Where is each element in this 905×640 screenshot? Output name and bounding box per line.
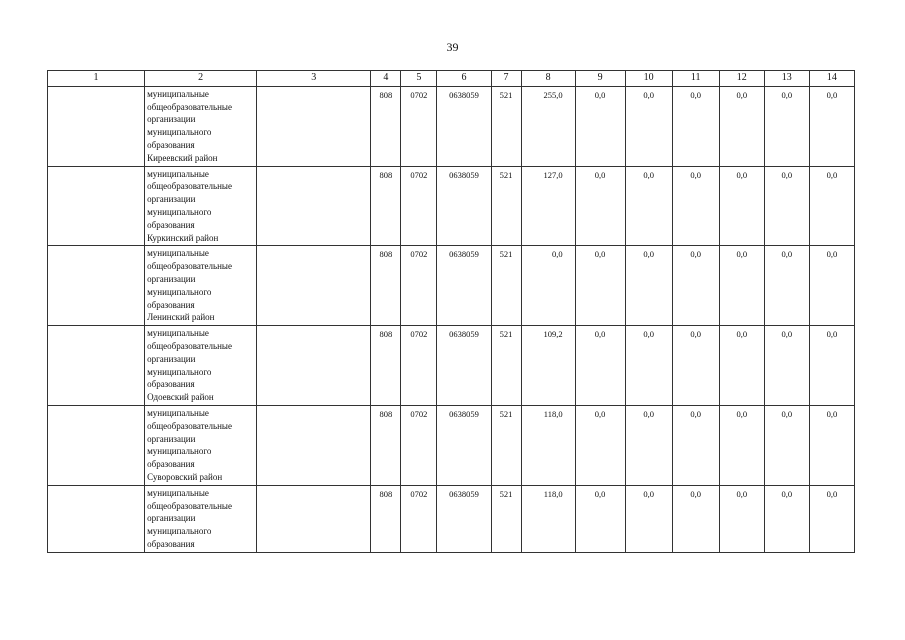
- ministry-code-cell: 808: [371, 485, 401, 552]
- recipient-name-cell: [145, 166, 257, 246]
- value-cell-c9: 0,0: [575, 405, 625, 485]
- table-row: [48, 326, 855, 406]
- recipient-name-line: общеобразовательные: [147, 420, 232, 431]
- recipient-name-cell: [145, 326, 257, 406]
- expense-type-cell: 521: [491, 166, 521, 246]
- ministry-code-cell: 808: [371, 86, 401, 166]
- recipient-name-line: образования: [147, 379, 195, 390]
- recipient-name-line: Куркинский район: [147, 232, 219, 243]
- recipient-name-line: организации: [147, 273, 196, 284]
- page-number: 39: [446, 40, 459, 54]
- recipient-name-line: общеобразовательные: [147, 340, 232, 351]
- section-code-cell: 0702: [401, 326, 437, 406]
- value-cell-c14: 0,0: [809, 86, 854, 166]
- recipient-name-cell: [145, 485, 257, 552]
- amount-cell: 118,0: [521, 405, 575, 485]
- recipient-name-line: общеобразовательные: [147, 101, 232, 112]
- target-article-cell: 0638059: [437, 166, 491, 246]
- recipient-name-line: муниципального: [147, 286, 212, 297]
- amount-cell: 255,0: [521, 86, 575, 166]
- expense-type-cell: 521: [491, 405, 521, 485]
- recipient-name-line: муниципальные: [147, 487, 209, 498]
- cell-col3: [257, 166, 371, 246]
- column-header: 1: [48, 71, 145, 87]
- recipient-name-cell: [145, 405, 257, 485]
- value-cell-c12: 0,0: [719, 485, 764, 552]
- value-cell-c12: 0,0: [719, 86, 764, 166]
- value-cell-c9: 0,0: [575, 86, 625, 166]
- value-cell-c9: 0,0: [575, 246, 625, 326]
- recipient-name-line: общеобразовательные: [147, 500, 232, 511]
- table-row: [48, 246, 855, 326]
- column-header: 6: [437, 71, 491, 87]
- column-header: 5: [401, 71, 437, 87]
- section-code-cell: 0702: [401, 246, 437, 326]
- recipient-name-line: образования: [147, 459, 195, 470]
- value-cell-c12: 0,0: [719, 326, 764, 406]
- value-cell-c9: 0,0: [575, 485, 625, 552]
- recipient-name-line: организации: [147, 194, 196, 205]
- column-header: 4: [371, 71, 401, 87]
- value-cell-c11: 0,0: [672, 86, 719, 166]
- value-cell-c10: 0,0: [625, 485, 672, 552]
- value-cell-c14: 0,0: [809, 485, 854, 552]
- cell-col1: [48, 485, 145, 552]
- value-cell-c10: 0,0: [625, 166, 672, 246]
- recipient-name-line: образования: [147, 538, 195, 549]
- value-cell-c12: 0,0: [719, 246, 764, 326]
- expense-type-cell: 521: [491, 246, 521, 326]
- value-cell-c13: 0,0: [764, 326, 809, 406]
- target-article-cell: 0638059: [437, 326, 491, 406]
- column-header: 2: [145, 71, 257, 87]
- recipient-name-line: муниципального: [147, 127, 212, 138]
- ministry-code-cell: 808: [371, 326, 401, 406]
- recipient-name-line: Одоевский район: [147, 392, 214, 403]
- recipient-name-line: организации: [147, 513, 196, 524]
- amount-cell: 127,0: [521, 166, 575, 246]
- value-cell-c11: 0,0: [672, 246, 719, 326]
- recipient-name-line: муниципального: [147, 206, 212, 217]
- value-cell-c10: 0,0: [625, 86, 672, 166]
- column-header: 8: [521, 71, 575, 87]
- recipient-name-line: муниципальные: [147, 328, 209, 339]
- recipient-name-line: муниципального: [147, 366, 212, 377]
- recipient-name-line: муниципальные: [147, 248, 209, 259]
- value-cell-c9: 0,0: [575, 326, 625, 406]
- recipient-name-line: муниципальные: [147, 407, 209, 418]
- value-cell-c10: 0,0: [625, 246, 672, 326]
- value-cell-c13: 0,0: [764, 405, 809, 485]
- value-cell-c11: 0,0: [672, 326, 719, 406]
- column-header: 9: [575, 71, 625, 87]
- target-article-cell: 0638059: [437, 405, 491, 485]
- cell-col1: [48, 166, 145, 246]
- column-header: 13: [764, 71, 809, 87]
- value-cell-c11: 0,0: [672, 166, 719, 246]
- recipient-name-line: общеобразовательные: [147, 261, 232, 272]
- table-body: [48, 86, 855, 552]
- value-cell-c12: 0,0: [719, 405, 764, 485]
- value-cell-c11: 0,0: [672, 485, 719, 552]
- cell-col3: [257, 485, 371, 552]
- cell-col1: [48, 405, 145, 485]
- recipient-name-cell: [145, 86, 257, 166]
- value-cell-c14: 0,0: [809, 246, 854, 326]
- recipient-name-line: муниципальные: [147, 88, 209, 99]
- column-header: 14: [809, 71, 854, 87]
- value-cell-c13: 0,0: [764, 166, 809, 246]
- cell-col1: [48, 326, 145, 406]
- value-cell-c10: 0,0: [625, 405, 672, 485]
- value-cell-c14: 0,0: [809, 166, 854, 246]
- recipient-name-line: муниципальные: [147, 168, 209, 179]
- expense-type-cell: 521: [491, 485, 521, 552]
- value-cell-c13: 0,0: [764, 246, 809, 326]
- cell-col3: [257, 405, 371, 485]
- recipient-name-line: организации: [147, 433, 196, 444]
- column-header: 12: [719, 71, 764, 87]
- column-header: 11: [672, 71, 719, 87]
- section-code-cell: 0702: [401, 485, 437, 552]
- section-code-cell: 0702: [401, 86, 437, 166]
- ministry-code-cell: 808: [371, 166, 401, 246]
- recipient-name-line: образования: [147, 139, 195, 150]
- column-header: 3: [257, 71, 371, 87]
- cell-col3: [257, 86, 371, 166]
- amount-cell: 109,2: [521, 326, 575, 406]
- value-cell-c9: 0,0: [575, 166, 625, 246]
- value-cell-c14: 0,0: [809, 326, 854, 406]
- column-header: 7: [491, 71, 521, 87]
- section-code-cell: 0702: [401, 166, 437, 246]
- cell-col1: [48, 246, 145, 326]
- ministry-code-cell: 808: [371, 405, 401, 485]
- value-cell-c12: 0,0: [719, 166, 764, 246]
- recipient-name-line: общеобразовательные: [147, 181, 232, 192]
- recipient-name-line: образования: [147, 219, 195, 230]
- value-cell-c13: 0,0: [764, 86, 809, 166]
- target-article-cell: 0638059: [437, 86, 491, 166]
- recipient-name-line: муниципального: [147, 526, 212, 537]
- amount-cell: 0,0: [521, 246, 575, 326]
- amount-cell: 118,0: [521, 485, 575, 552]
- cell-col3: [257, 246, 371, 326]
- table-row: [48, 485, 855, 552]
- recipient-name-line: образования: [147, 299, 195, 310]
- recipient-name-line: Киреевский район: [147, 152, 218, 163]
- recipient-name-line: организации: [147, 353, 196, 364]
- section-code-cell: 0702: [401, 405, 437, 485]
- expense-type-cell: 521: [491, 326, 521, 406]
- recipient-name-cell: [145, 246, 257, 326]
- recipient-name-line: Ленинский район: [147, 312, 215, 323]
- target-article-cell: 0638059: [437, 246, 491, 326]
- column-header: 10: [625, 71, 672, 87]
- value-cell-c11: 0,0: [672, 405, 719, 485]
- target-article-cell: 0638059: [437, 485, 491, 552]
- table-row: [48, 166, 855, 246]
- table-row: [48, 86, 855, 166]
- recipient-name-line: организации: [147, 114, 196, 125]
- value-cell-c14: 0,0: [809, 405, 854, 485]
- recipient-name-line: Суворовский район: [147, 471, 223, 482]
- cell-col3: [257, 326, 371, 406]
- table-row: [48, 405, 855, 485]
- header-row: [48, 71, 855, 87]
- expense-type-cell: 521: [491, 86, 521, 166]
- recipient-name-line: муниципального: [147, 446, 212, 457]
- value-cell-c10: 0,0: [625, 326, 672, 406]
- value-cell-c13: 0,0: [764, 485, 809, 552]
- ministry-code-cell: 808: [371, 246, 401, 326]
- cell-col1: [48, 86, 145, 166]
- budget-table: [47, 70, 855, 553]
